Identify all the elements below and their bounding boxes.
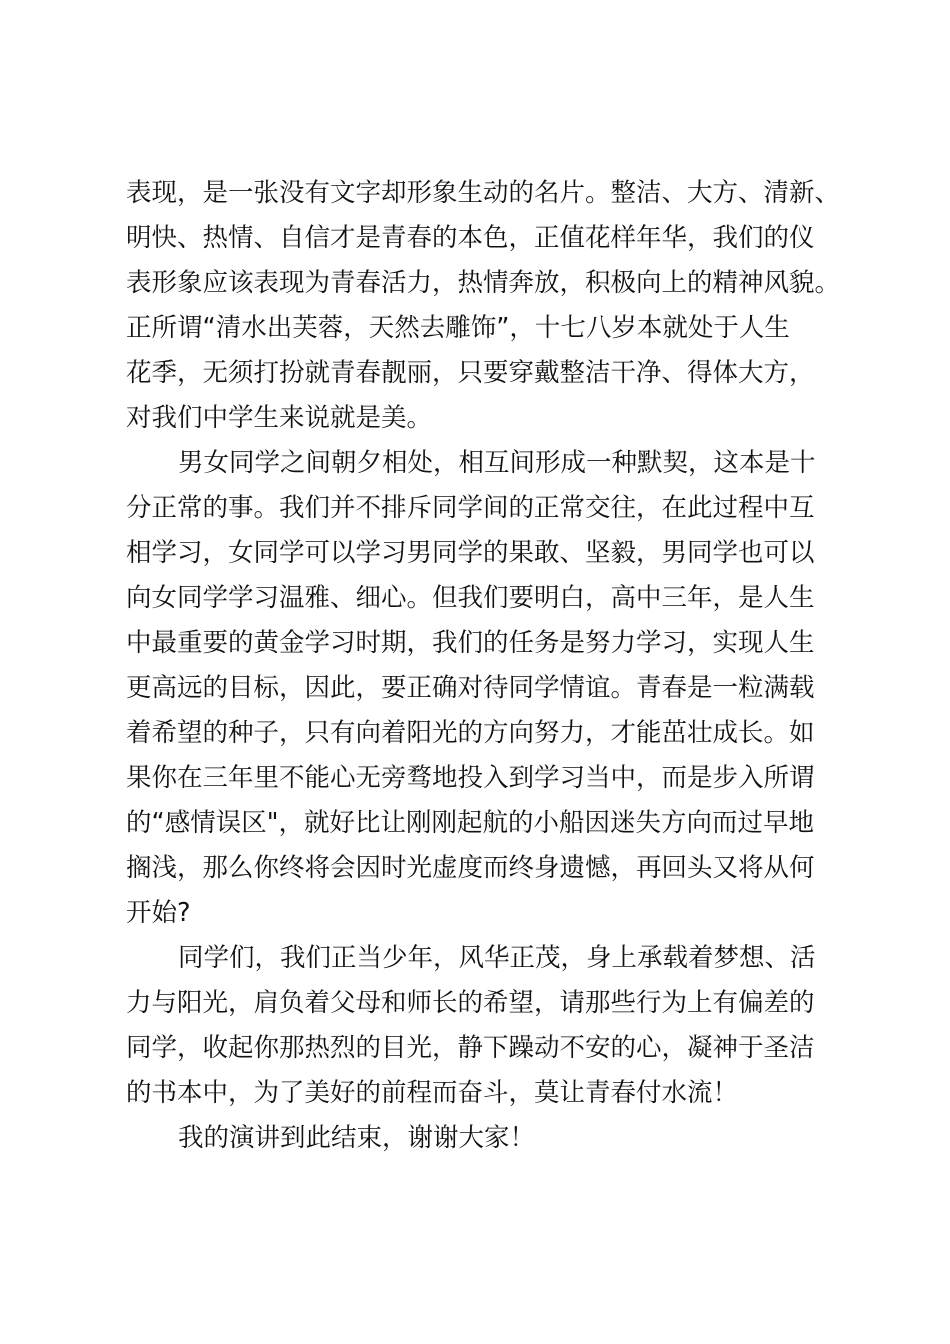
text-line: 更高远的目标，因此，要正确对待同学情谊。青春是一粒满载 [126, 673, 815, 703]
speech-body [126, 171, 846, 1161]
text-line: 中最重要的黄金学习时期，我们的任务是努力学习，实现人生 [126, 628, 815, 658]
text-line: 明快、热情、自信才是青春的本色，正值花样年华，我们的仪 [126, 223, 815, 253]
text-line: 同学，收起你那热烈的目光，静下躁动不安的心，凝神于圣洁 [126, 1033, 815, 1063]
text-line: 向女同学学习温雅、细心。但我们要明白，高中三年，是人生 [126, 583, 815, 613]
text-line: 表形象应该表现为青春活力，热情奔放，积极向上的精神风貌。 [126, 268, 841, 298]
text-line: 表现，是一张没有文字却形象生动的名片。整洁、大方、清新、 [126, 178, 841, 208]
text-line: 花季，无须打扮就青春靓丽，只要穿戴整洁干净、得体大方， [126, 358, 815, 388]
paragraph-first-line: 我的演讲到此结束，谢谢大家！ [178, 1123, 536, 1153]
text-line: 的“感情误区"，就好比让刚刚起航的小船因迷失方向而过早地 [126, 808, 814, 838]
text-line: 对我们中学生来说就是美。 [126, 403, 433, 433]
text-line: 果你在三年里不能心无旁骛地投入到学习当中，而是步入所谓 [126, 763, 815, 793]
text-line: 相学习，女同学可以学习男同学的果敢、坚毅，男同学也可以 [126, 538, 815, 568]
paragraph-first-line: 同学们，我们正当少年，风华正茂，身上承载着梦想、活 [178, 943, 816, 973]
text-line: 的书本中，为了美好的前程而奋斗，莫让青春付水流！ [126, 1078, 739, 1108]
paragraph-first-line: 男女同学之间朝夕相处，相互间形成一种默契，这本是十 [178, 448, 816, 478]
text-line: 正所谓“清水出芙蓉，天然去雕饰”，十七八岁本就处于人生 [126, 313, 790, 343]
text-line: 着希望的种子，只有向着阳光的方向努力，才能茁壮成长。如 [126, 718, 815, 748]
text-line: 开始? [126, 898, 191, 928]
text-line: 搁浅，那么你终将会因时光虚度而终身遗憾，再回头又将从何 [126, 853, 815, 883]
text-line: 力与阳光，肩负着父母和师长的希望，请那些行为上有偏差的 [126, 988, 815, 1018]
text-line: 分正常的事。我们并不排斥同学间的正常交往，在此过程中互 [126, 493, 815, 523]
